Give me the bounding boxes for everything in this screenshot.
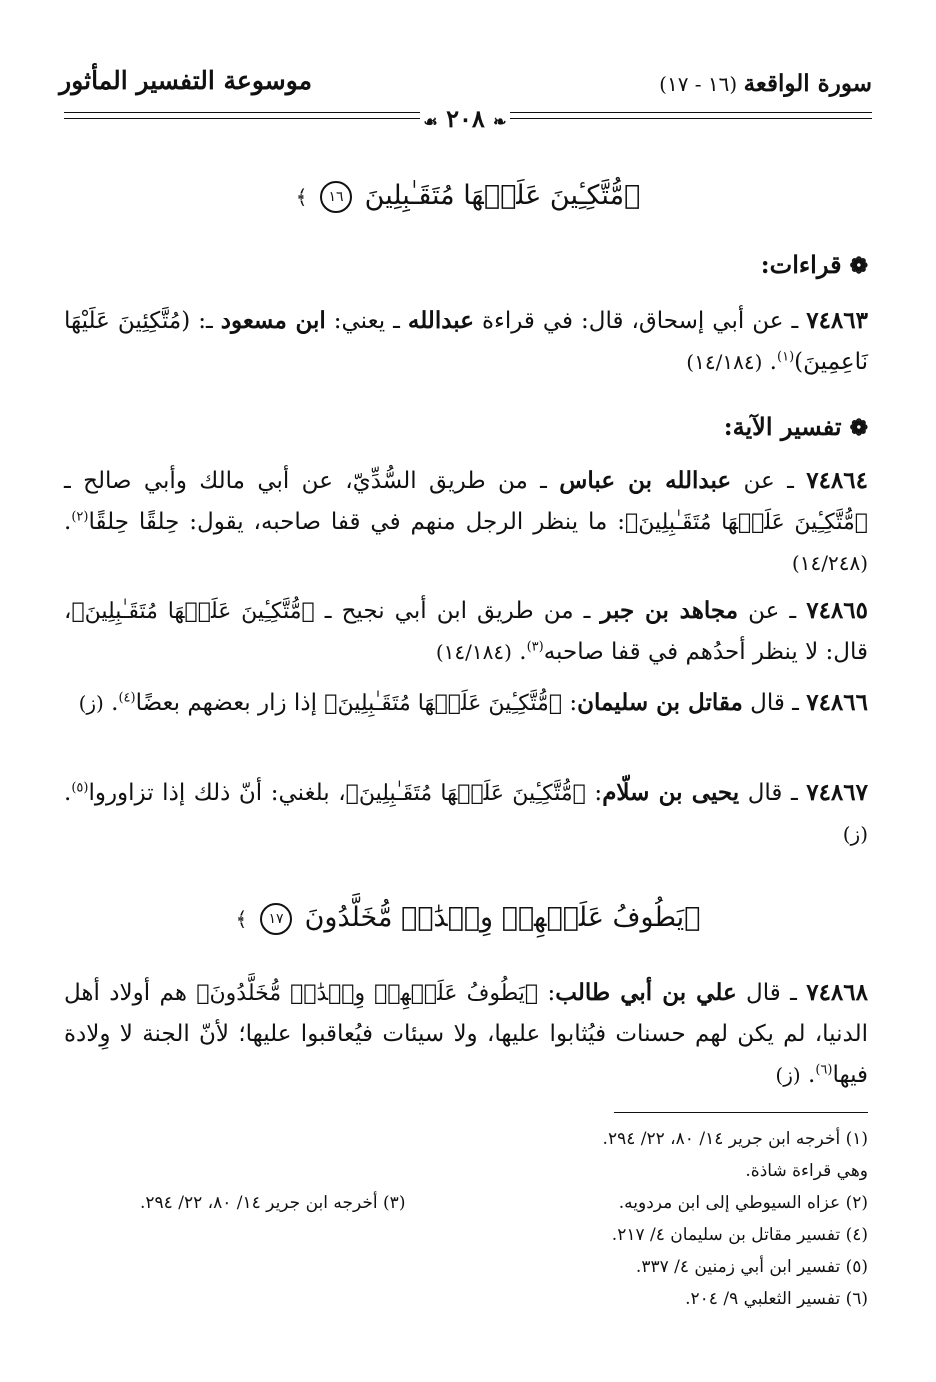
section-heading-tafsir	[724, 412, 868, 441]
quran-quote: ﴿مُّتَّكِـِٔينَ عَلَيۡهَا مُتَقَـٰبِلِينَ﴾	[71, 599, 315, 624]
verse-close-bracket: ﴾	[235, 907, 248, 931]
narration-text: ـ قال	[742, 690, 807, 716]
volume-reference: (ز)	[78, 691, 104, 715]
section-title: تفسير الآية:	[723, 412, 842, 441]
narration-text: .	[762, 349, 777, 375]
sura-heading	[612, 70, 872, 97]
footnote-marker: (٤)	[118, 690, 136, 706]
quran-quote: ﴿مُّتَّكِـِٔينَ عَلَيۡهَا مُتَقَـٰبِلِينَ﴾	[324, 691, 563, 716]
sura-name: سورة الواقعة	[743, 70, 872, 97]
narration-text: إذا زار بعضهم بعضًا	[135, 690, 325, 716]
verse-close-bracket: ﴾	[295, 185, 308, 209]
narration-text: :	[585, 780, 603, 806]
footnote-1-note: وهي قراءة شاذة.	[745, 1161, 868, 1181]
narration-text: ـ قال	[736, 980, 807, 1006]
footnote-6: (٦) تفسير الثعلبي ٩/ ٢٠٤.	[685, 1289, 868, 1309]
footnote-marker: (١)	[777, 349, 795, 365]
narration-text: .	[511, 639, 527, 665]
volume-reference: (١٤/١٨٤)	[435, 640, 512, 664]
narrator-name: مجاهد بن جبر	[600, 597, 739, 624]
footnote-marker: (٥)	[71, 780, 89, 796]
narration-number: ٧٤٨٦٥	[806, 597, 868, 624]
quran-quote: ﴿مُّتَّكِـِٔينَ عَلَيۡهَا مُتَقَـٰبِلِينَ﴾	[625, 510, 868, 535]
footnote-1: (١) أخرجه ابن جرير ١٤/ ٨٠، ٢٢/ ٢٩٤.	[602, 1129, 868, 1149]
narration-number: ٧٤٨٦٤	[806, 467, 868, 494]
narration-text: .	[800, 1062, 816, 1088]
volume-reference: (ز)	[842, 822, 868, 846]
volume-reference: (١٤/٢٤٨)	[791, 551, 868, 575]
narrator-name: ابن مسعود	[220, 307, 326, 334]
quran-quote: ﴿يَطُوفُ عَلَيۡهِمۡ وِلۡدَٰنٞ مُّخَلَّدُونَ﴾	[196, 981, 539, 1006]
narration-text: ـ من طريق السُّدِّيّ، عن أبي مالك وأبي صالح ـ	[64, 468, 560, 494]
narration-74865	[64, 590, 868, 673]
verse-text: ﴿مُّتَّكِـِٔينَ عَلَيۡهَا مُتَقَـٰبِلِينَ	[364, 180, 641, 211]
narrator-name: يحيى بن سلّام	[602, 779, 740, 806]
narration-text: :	[562, 690, 578, 716]
narration-text: ـ يعني:	[325, 308, 408, 334]
footnote-4: (٤) تفسير مقاتل بن سليمان ٤/ ٢١٧.	[611, 1225, 868, 1245]
footnote-separator	[614, 1112, 868, 1113]
narration-74864	[64, 460, 868, 584]
verse-banner-17	[100, 902, 836, 935]
page-number-box	[420, 104, 510, 133]
narration-text: ، قال: لا ينظر أحدُهم في قفا صاحبه	[64, 598, 868, 665]
narration-text: .	[64, 780, 72, 806]
narration-74866	[64, 682, 868, 724]
ornament-right-icon: ❧	[493, 112, 507, 131]
star-ornament-icon: ❁	[849, 253, 868, 279]
narration-text: ـ قال	[739, 780, 807, 806]
footnote-2: (٢) عزاه السيوطي إلى ابن مردويه.	[618, 1193, 868, 1213]
narration-number: ٧٤٨٦٣	[806, 307, 868, 334]
footnote-3: (٣) أخرجه ابن جرير ١٤/ ٨٠، ٢٢/ ٢٩٤.	[140, 1193, 406, 1213]
narration-text: : ما ينظر الرجل منهم في قفا صاحبه، يقول: حِلقًا حِلقًا	[88, 509, 626, 535]
section-title: قراءات:	[760, 250, 842, 279]
footnote-marker: (٢)	[71, 509, 89, 525]
narration-74867	[64, 772, 868, 855]
narration-text: :	[538, 980, 556, 1006]
ornament-left-icon: ☙	[423, 112, 438, 131]
volume-reference: (ز)	[775, 1063, 801, 1087]
book-title: موسوعة التفسير المأثور	[59, 66, 312, 95]
narration-text: ـ عن	[738, 598, 807, 624]
verse-number-icon: ١٧	[260, 903, 292, 935]
narration-text: ، بلغني: أنّ ذلك إذا تزاوروا	[88, 780, 346, 806]
narration-number: ٧٤٨٦٦	[806, 689, 868, 716]
narration-74863	[64, 300, 868, 383]
narration-text: ـ: (مُتَّكِئِينَ عَلَيْهَا نَاعِمِينَ)	[64, 308, 868, 375]
narration-text: ـ من طريق ابن أبي نجيح ـ	[314, 598, 601, 624]
footnote-marker: (٦)	[815, 1062, 833, 1078]
volume-reference: (١٤/١٨٤)	[686, 350, 763, 374]
section-heading-readings	[761, 250, 868, 279]
verse-range: (١٦ - ١٧)	[659, 72, 738, 96]
footnote-marker: (٣)	[526, 639, 544, 655]
quran-quote: ﴿مُّتَّكِـِٔينَ عَلَيۡهَا مُتَقَـٰبِلِينَ﴾	[345, 781, 586, 806]
narration-text: ـ عن أبي إسحاق، قال: في قراءة	[473, 308, 807, 334]
narration-74868	[64, 972, 868, 1096]
narrator-name: عبدالله بن عباس	[559, 467, 732, 494]
narration-text: .	[103, 690, 119, 716]
verse-banner-16	[100, 180, 836, 213]
narrator-name: علي بن أبي طالب	[555, 979, 737, 1006]
page-number: ٢٠٨	[446, 104, 485, 133]
verse-text: ﴿يَطُوفُ عَلَيۡهِمۡ وِلۡدَٰنٞ مُّخَلَّدُونَ	[304, 902, 701, 933]
narration-number: ٧٤٨٦٧	[806, 779, 868, 806]
star-ornament-icon: ❁	[849, 415, 868, 441]
narration-text: .	[64, 509, 72, 535]
narrator-name: مقاتل بن سليمان	[577, 689, 743, 716]
verse-number-icon: ١٦	[320, 181, 352, 213]
narration-text: ـ عن	[731, 468, 807, 494]
narration-text: هم أولاد أهل الدنيا، لم يكن لهم حسنات فيُثابوا عليها، ولا سيئات فيُعاقبوا عليها؛ لأنّ الجنة لا وِلادة فيها	[64, 980, 868, 1088]
narrator-name: عبدالله	[407, 307, 474, 334]
narration-number: ٧٤٨٦٨	[806, 979, 868, 1006]
footnote-5: (٥) تفسير ابن أبي زمنين ٤/ ٣٣٧.	[635, 1257, 868, 1277]
